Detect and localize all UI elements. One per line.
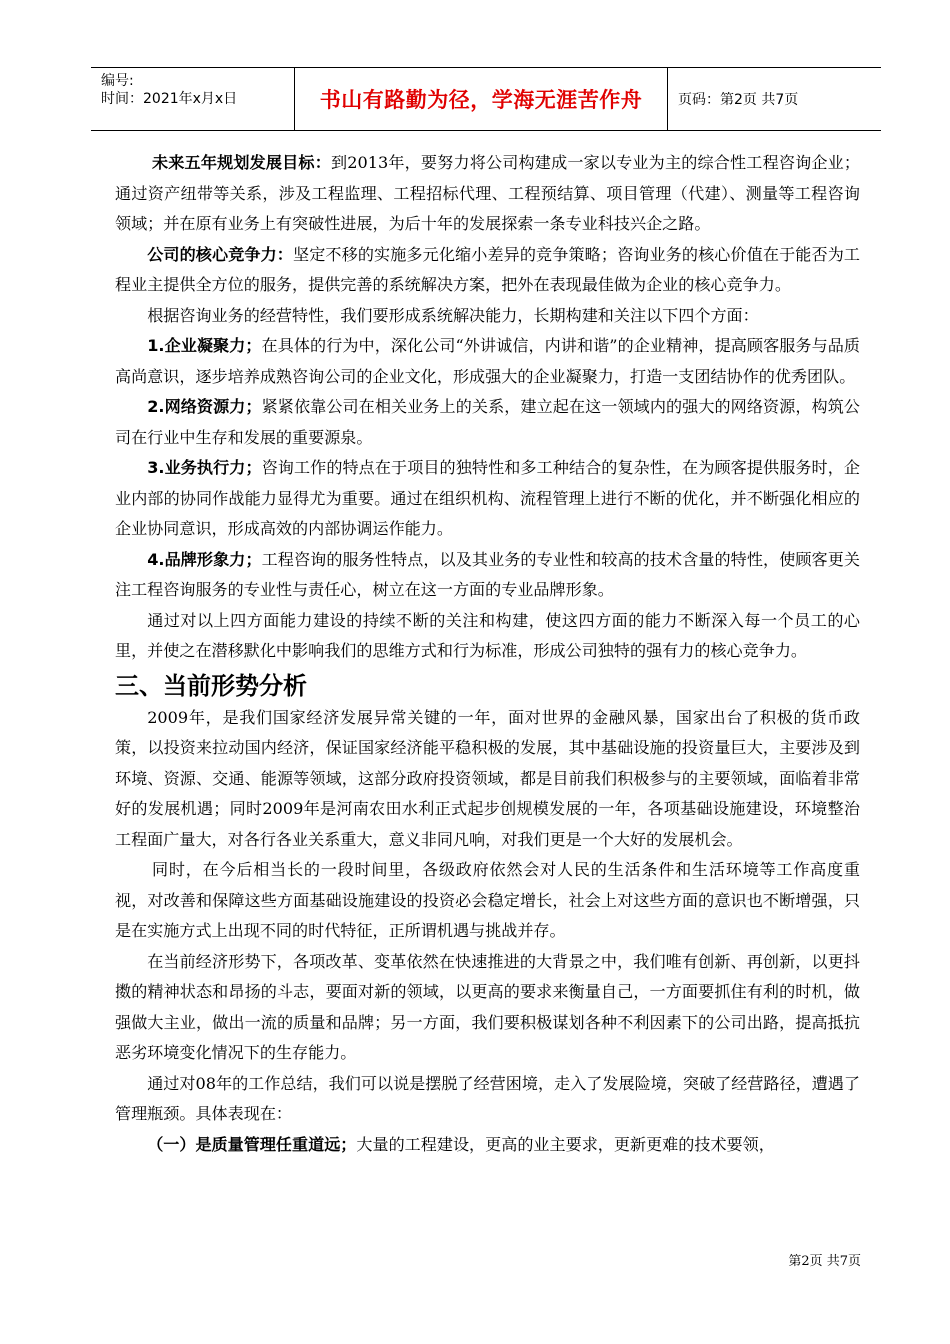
page-label: 页码：第2页 共7页 (678, 92, 799, 108)
paragraph-title: 4.品牌形象力； (147, 549, 262, 569)
paragraph (115, 240, 860, 301)
paragraph-text: 通过对以上四方面能力建设的持续不断的关注和构建，使这四方面的能力不断深入每一个员工的心里，并使之在潜移默化中影响我们的思维方式和行为标准，形成公司独特的强有力的核心竞争力。 (115, 610, 860, 660)
paragraph-title: 1.企业凝聚力； (147, 336, 262, 355)
header-left-cell (91, 68, 294, 130)
paragraph-text: 紧紧依靠公司在相关业务上的关系，建立起在这一领域内的强大的网络资源，构筑公司在行业中生存和发展的重要源泉。 (115, 397, 860, 447)
paragraph-text: 在具体的行为中，深化公司“外讲诚信，内讲和谐”的企业精神，提高顾客服务与品质高尚意识，逐步培养成熟咨询公司的企业文化，形成强大的企业凝聚力，打造一支团结协作的优秀团队。 (115, 336, 860, 386)
paragraph-title: 3.业务执行力； (147, 458, 262, 477)
paragraph (115, 301, 860, 332)
paragraph-title: 未来五年规划发展目标： (152, 153, 331, 172)
paragraph-text: 2009年，是我们国家经济发展异常关键的一年，面对世界的金融风暴，国家出台了积极的货币政策，以投资来拉动国内经济，保证国家经济能平稳积极的发展，其中基础设施的投资量巨大，主要涉及到环境、资源、交通、能源等领域，这部分政府投资领域，都是目前我们积极参与的主要领域，面临着非常好的发展机遇；同时2009年是河南农田水利正式起步创规模发展的一年，各项基础设施建设，环境整治工程面广量大，对各行各业关系重大，意义非同凡响，对我们更是一个大好的发展机会。 (115, 707, 860, 849)
time-label: 时间：2021年x月x日 (101, 91, 238, 107)
paragraph (115, 606, 860, 667)
paragraph-text: 同时，在今后相当长的一段时间里，各级政府依然会对人民的生活条件和生活环境等工作高度重视，对改善和保障这些方面基础设施建设的投资必会稳定增长，社会上对这些方面的意识也不断增强，只是在实施方式上出现不同的时代特征，正所谓机遇与挑战并存。 (115, 860, 860, 940)
paragraph-title: 公司的核心竞争力： (147, 244, 294, 264)
header-table (91, 67, 881, 131)
section-heading: 三、当前形势分析 (115, 671, 307, 700)
paragraph-text: 咨询工作的特点在于项目的独特性和多工种结合的复杂性，在为顾客提供服务时，企业内部的协同作战能力显得尤为重要。通过在组织机构、流程管理上进行不断的优化，并不断强化相应的企业协同意识，形成高效的内部协调运作能力。 (115, 458, 860, 538)
paragraph (115, 545, 860, 606)
paragraph-text: 通过对08年的工作总结，我们可以说是摆脱了经营困境，走入了发展险境，突破了经营路径，遭遇了管理瓶颈。具体表现在： (115, 1073, 860, 1123)
motto: 书山有路勤为径，学海无涯苦作舟 (294, 68, 668, 130)
paragraph-title: （一）是质量管理任重道远； (147, 1134, 357, 1154)
paragraph-text: 到2013年，要努力将公司构建成一家以专业为主的综合性工程咨询企业；通过资产纽带等关系，涉及工程监理、工程招标代理、工程预结算、项目管理（代建）、测量等工程咨询领域；并在原有业务上有突破性进展，为后十年的发展探索一条专业科技兴企之路。 (115, 153, 861, 233)
paragraph (115, 703, 860, 856)
document-body (115, 148, 860, 1160)
paragraph (115, 1069, 860, 1130)
paragraph (115, 392, 860, 453)
paragraph-text: 根据咨询业务的经营特性，我们要形成系统解决能力，长期构建和关注以下四个方面： (147, 305, 759, 325)
paragraph-text: 工程咨询的服务性特点，以及其业务的专业性和较高的技术含量的特性，使顾客更关注工程咨询服务的专业性与责任心，树立在这一方面的专业品牌形象。 (115, 549, 860, 599)
paragraph-text: 在当前经济形势下，各项改革、变革依然在快速推进的大背景之中，我们唯有创新、再创新，以更抖擞的精神状态和昂扬的斗志，要面对新的领域，以更高的要求来衡量自己，一方面要抓住有利的时机，做强做大主业，做出一流的质量和品牌；另一方面，我们要积极谋划各种不利因素下的公司出路，提高抵抗恶劣环境变化情况下的生存能力。 (115, 951, 860, 1062)
paragraph (115, 331, 860, 392)
paragraph-text: 坚定不移的实施多元化缩小差异的竞争策略；咨询业务的核心价值在于能否为工程业主提供全方位的服务，提供完善的系统解决方案，把外在表现最佳做为企业的核心竞争力。 (115, 244, 861, 294)
paragraph (115, 947, 860, 1069)
paragraph (115, 855, 860, 947)
paragraph (115, 453, 860, 545)
page-footer: 第2页 共7页 (788, 1254, 861, 1269)
paragraph (115, 1130, 860, 1161)
paragraph-title: 2.网络资源力； (147, 397, 262, 416)
code-label: 编号: (101, 73, 134, 89)
paragraph-text: 大量的工程建设，更高的业主要求，更新更难的技术要领， (356, 1134, 775, 1154)
paragraph (115, 148, 860, 240)
